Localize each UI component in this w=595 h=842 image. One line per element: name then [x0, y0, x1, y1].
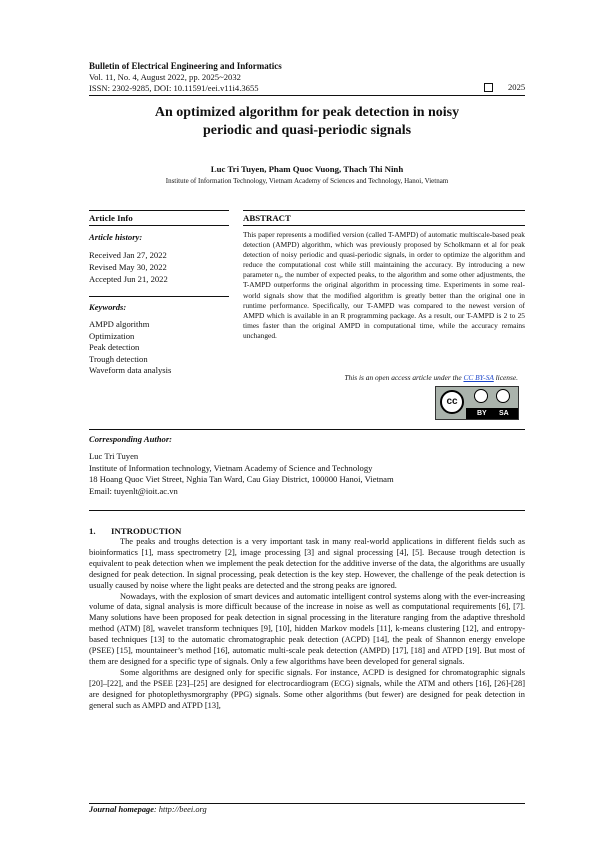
introduction-heading: 1. INTRODUCTION — [89, 526, 182, 536]
cc-logo-icon: cc — [440, 390, 464, 414]
rule — [243, 225, 525, 226]
rule — [89, 296, 229, 297]
open-access-prefix: This is an open access article under the — [344, 373, 464, 382]
history-revised: Revised May 30, 2022 — [89, 262, 167, 272]
title-line-1: An optimized algorithm for peak detection in noisy — [154, 105, 460, 120]
header-rule — [89, 95, 525, 96]
corresponding-name: Luc Tri Tuyen — [89, 451, 139, 461]
person-icon — [474, 389, 488, 403]
footer-rule — [89, 803, 525, 804]
history-received: Received Jan 27, 2022 — [89, 250, 167, 260]
keyword: Optimization — [89, 330, 135, 341]
article-info-heading: Article Info — [89, 213, 133, 223]
history-list — [89, 249, 168, 285]
badge-sa: SA — [499, 410, 509, 417]
keyword: Trough detection — [89, 353, 148, 364]
corresponding-details — [89, 451, 394, 497]
title-line-2: periodic and quasi-periodic signals — [202, 123, 412, 138]
rule — [89, 210, 229, 211]
paragraph: Some algorithms are designed only for specific signals. For instance, ACPD is designed for chromatographic signals [20]–[22], and the PSEE [23]–[25] are designed for electrocardiogram (ECG) signals, while the ATM and others [16], [26]-[28] are designed for photoplethysmorgraphy (PPG) signals. Some other algorithms (but fewer) are designed for peak detection in general such as AMPD and ATPD [13], — [89, 667, 525, 710]
abstract-text: This paper represents a modified version (called T-AMPD) of automatic multiscale-based peak detection (AMPD) algorithm, which was previously proposed by Scholkmann et al for peak detection of noisy periodic and quasi-periodic signals, in order to optimize the algorithm and reduce the computational cost while still maintaining the accuracy. By introducing a new parameter n₀, the number of expected peaks, to the algorithm and some other adjustments, the T-AMPD outperforms the original algorithm in processing time. Experiments in some real-world signals show that the modified algorithm is greatly better than the original one in runtime performance. Specifically, our T-AMPD was compared to the newest version of AMPD which is available in an R programming package. As a result, our T-AMPD is 2 to 25 times faster than the original AMPD in computational time, while the accuracy remains unchanged. — [243, 230, 525, 340]
license-link[interactable]: CC BY-SA — [463, 373, 494, 382]
rule — [89, 225, 229, 226]
rule — [89, 510, 525, 511]
open-access-note — [243, 373, 518, 382]
homepage-url[interactable]: : http://beei.org — [153, 805, 207, 814]
open-access-suffix: license. — [493, 373, 518, 382]
keyword: Waveform data analysis — [89, 365, 172, 375]
keyword: AMPD algorithm — [89, 319, 150, 329]
issn-doi: ISSN: 2302-9285, DOI: 10.11591/eei.v11i4.3655 — [89, 83, 259, 93]
journal-homepage — [89, 805, 207, 814]
paragraph: The peaks and troughs detection is a very important task in many real-world applications in different fields such as bioinformatics [1], mass spectrometry [2], image processing [3] and signal processing [4], [5]. Because trough detection is equivalent to peak detection when we implement the peak detection for the additive inverse of the data, the algorithms are usually designed for peak detection. In signal processing, peak detection is the key step. However, the challenge of the peak detection is usually caused by noise where the light peaks are detected and the strong peaks are ignored. — [89, 537, 525, 590]
introduction-body — [89, 537, 525, 712]
corresponding-address: 18 Hoang Quoc Viet Street, Nghia Tan Ward, Cau Giay District, 100000 Hanoi, Vietnam — [89, 474, 394, 484]
badge-by: BY — [477, 410, 487, 417]
keywords-list — [89, 319, 171, 377]
affiliation: Institute of Information Technology, Vietnam Academy of Sciences and Technology, Hanoi, Vietnam — [165, 177, 449, 185]
rule — [89, 429, 525, 430]
rule — [243, 210, 525, 211]
cc-license-badge[interactable] — [435, 386, 519, 420]
abstract-heading: ABSTRACT — [243, 213, 291, 223]
journal-name: Bulletin of Electrical Engineering and Informatics — [89, 61, 282, 71]
keywords-heading: Keywords: — [89, 302, 127, 312]
paragraph: Nowadays, with the explosion of smart devices and automatic intelligent control systems along with the ever-increasing volume of data, signal analysis is more difficult because of the increase in noise as well as computational requirements [6], [7]. Many solutions have been proposed for peak detection in signal processing in the literature ranging from the adaptive threshold method (ATM) [8], wavelet transform techniques [9], [10], hidden Markov models [11], k-means clustering [12], and entropy-based techniques [13] to the automatic chromatographic peak detection (ACPD) [14], the peak of Shannon energy envelope (PSEE) [15], mountaineer’s method [16], automatic multi-scale peak detection (AMPD) [17], [18] and ATPD [19]. But most of them are designed for a specific type of signals. Only a few algorithms have been developed for general signals. — [89, 591, 525, 666]
keyword: Peak detection — [89, 342, 140, 352]
authors: Luc Tri Tuyen, Pham Quoc Vuong, Thach Thi Ninh — [210, 164, 404, 174]
page-number: 2025 — [508, 82, 526, 92]
corresponding-email: Email: tuyenlt@ioit.ac.vn — [89, 485, 178, 496]
volume-info: Vol. 11, No. 4, August 2022, pp. 2025~2032 — [89, 72, 241, 82]
paper-title — [89, 104, 525, 140]
homepage-label: Journal homepage — [89, 805, 154, 814]
square-icon — [484, 83, 493, 92]
share-alike-icon — [496, 389, 510, 403]
history-accepted: Accepted Jun 21, 2022 — [89, 274, 168, 284]
history-heading: Article history: — [89, 232, 143, 242]
cc-badge-strip — [466, 408, 518, 419]
corresponding-heading: Corresponding Author: — [89, 434, 173, 444]
corresponding-institute: Institute of Information technology, Vietnam Academy of Science and Technology — [89, 462, 373, 473]
